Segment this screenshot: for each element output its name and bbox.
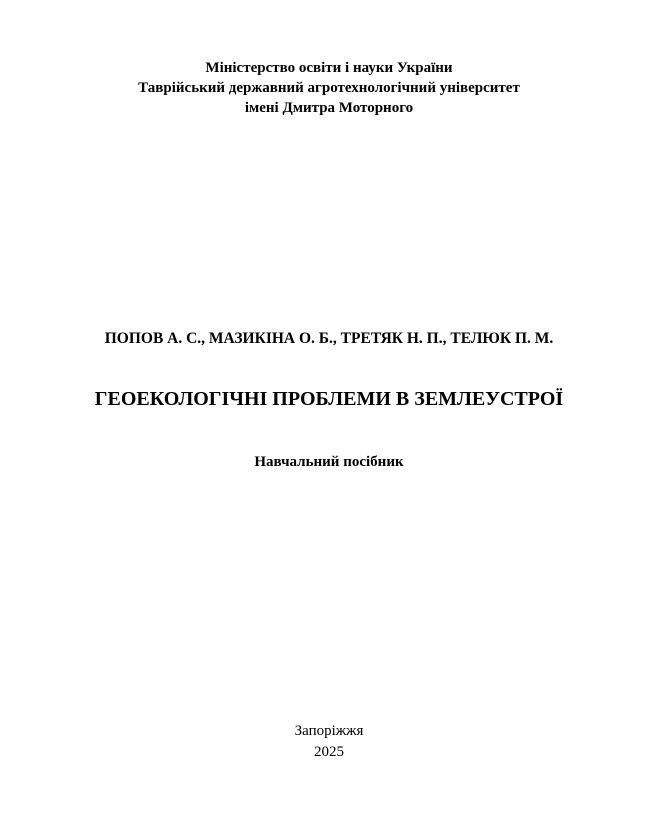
authors: ПОПОВ А. С., МАЗИКІНА О. Б., ТРЕТЯК Н. П., ТЕЛЮК П. М. [104,330,554,347]
university-named-after: імені Дмитра Моторного [244,100,414,116]
publication-city: Запоріжжя [294,723,364,739]
document-subtitle: Навчальний посібник [254,454,404,470]
publication-year: 2025 [314,744,344,760]
ministry-name: Міністерство освіти і науки України [205,60,453,76]
document-title: ГЕОЕКОЛОГІЧНІ ПРОБЛЕМИ В ЗЕМЛЕУСТРОЇ [94,388,564,410]
university-name: Таврійський державний агротехнологічний університет [138,80,520,96]
